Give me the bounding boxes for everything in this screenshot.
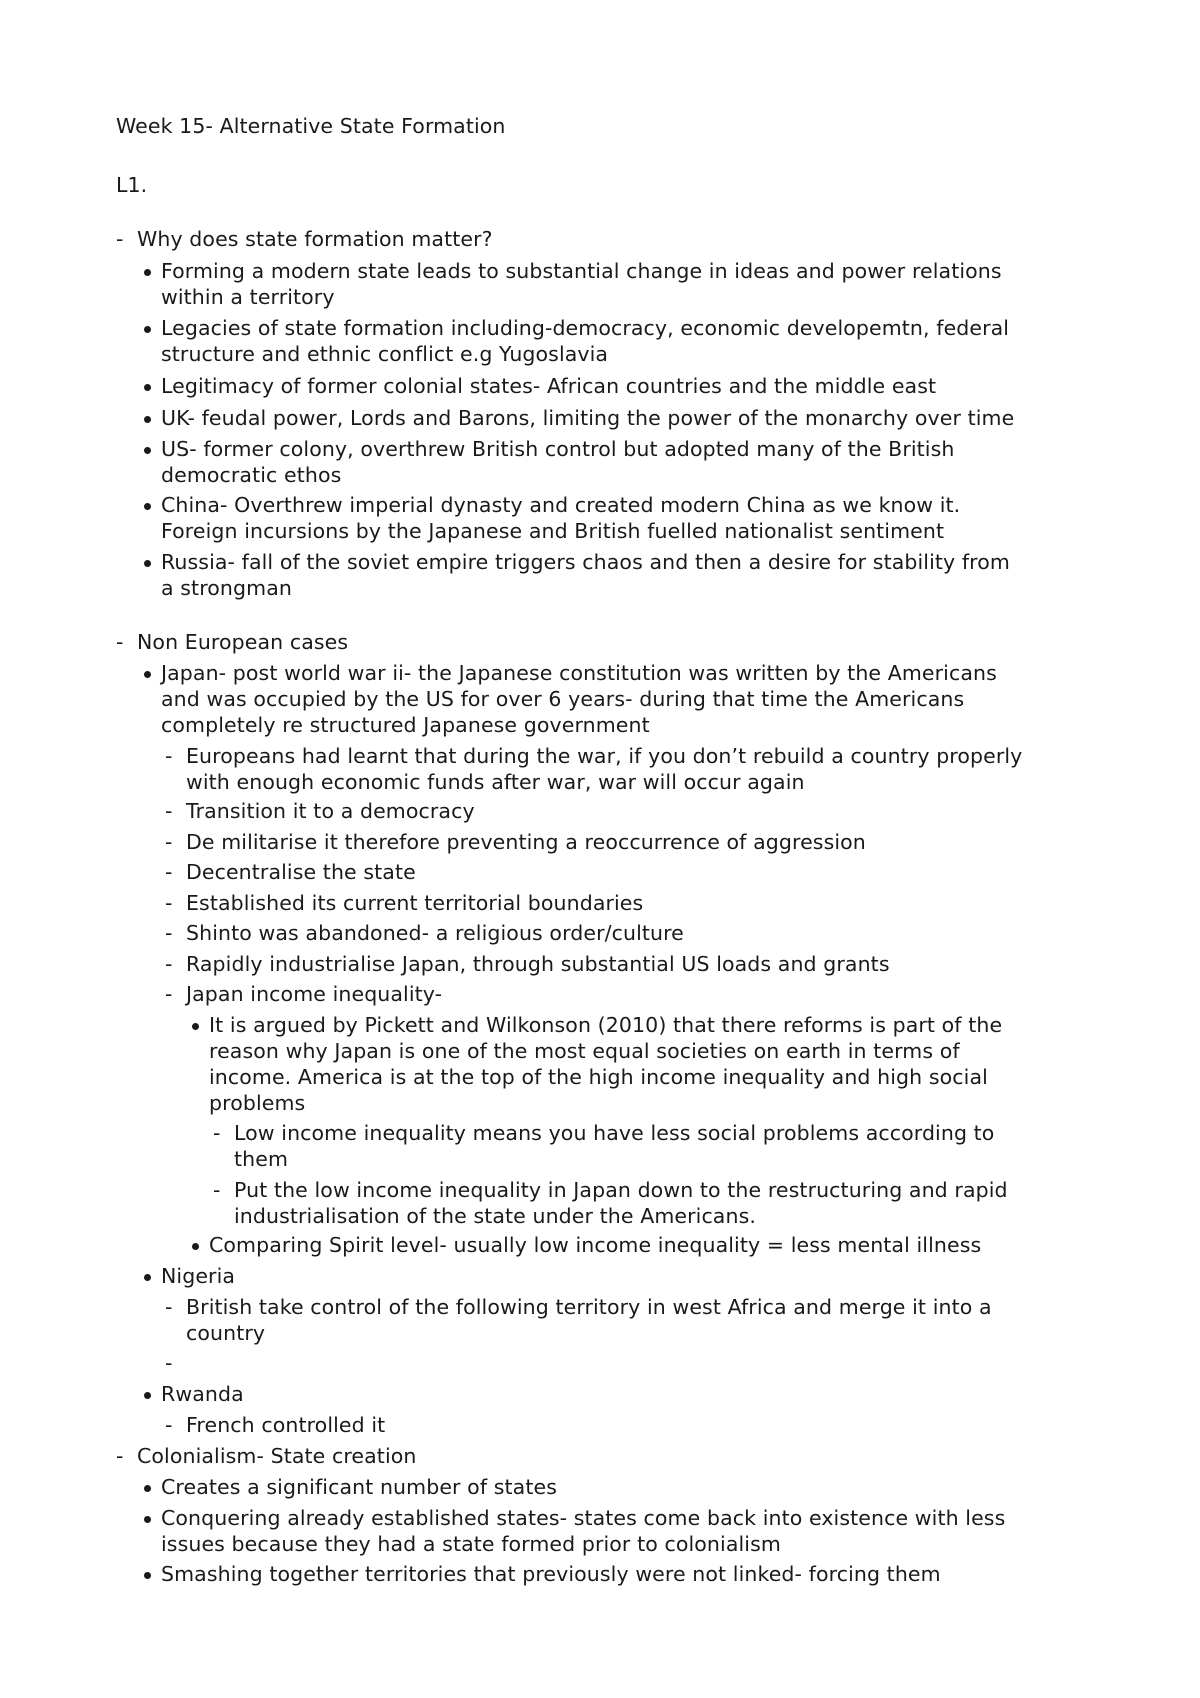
dash-marker: - xyxy=(116,630,124,654)
sub-item-text: Shinto was abandoned- a religious order/culture xyxy=(186,921,684,945)
dash-marker: - xyxy=(165,1295,173,1319)
bullet-text: Smashing together territories that previously were not linked- forcing them xyxy=(161,1562,941,1586)
dash-marker: - xyxy=(165,860,173,884)
dash-marker: - xyxy=(213,1121,221,1145)
sub-item-text: Japan income inequality- xyxy=(186,982,443,1006)
dash-marker: - xyxy=(165,952,173,976)
section-heading: Why does state formation matter? xyxy=(137,227,493,251)
sub-item-text: Established its current territorial boundaries xyxy=(186,891,644,915)
bullet-text: Nigeria xyxy=(161,1264,236,1288)
bullet-dot xyxy=(144,269,151,276)
bullet-dot xyxy=(192,1023,199,1030)
bullet-dot xyxy=(144,326,151,333)
bullet-dot xyxy=(144,1485,151,1492)
section-heading: Non European cases xyxy=(137,630,349,654)
sub-item-text: Put the low income inequality in Japan down to the restructuring and rapid xyxy=(234,1178,1008,1202)
bullet-text: Forming a modern state leads to substantial change in ideas and power relations xyxy=(161,259,1002,283)
bullet-text: income. America is at the top of the high income inequality and high social xyxy=(209,1065,988,1089)
bullet-text: Creates a significant number of states xyxy=(161,1475,557,1499)
bullet-dot xyxy=(144,1274,151,1281)
dash-marker: - xyxy=(165,1351,173,1375)
bullet-text: Japan- post world war ii- the Japanese constitution was written by the Americans xyxy=(161,661,997,685)
sub-item-text: Rapidly industrialise Japan, through substantial US loads and grants xyxy=(186,952,890,976)
bullet-text: issues because they had a state formed prior to colonialism xyxy=(161,1532,781,1556)
bullet-text: Comparing Spirit level- usually low income inequality = less mental illness xyxy=(209,1233,982,1257)
dash-marker: - xyxy=(116,227,124,251)
bullet-text: US- former colony, overthrew British control but adopted many of the British xyxy=(161,437,955,461)
sub-item-text: with enough economic funds after war, war will occur again xyxy=(186,770,805,794)
sub-item-text: industrialisation of the state under the Americans. xyxy=(234,1204,756,1228)
sub-item-text: Transition it to a democracy xyxy=(186,799,475,823)
bullet-text: democratic ethos xyxy=(161,463,342,487)
dash-marker: - xyxy=(165,799,173,823)
sub-item-text: them xyxy=(234,1147,289,1171)
bullet-text: Legitimacy of former colonial states- African countries and the middle east xyxy=(161,374,937,398)
sub-item-text: French controlled it xyxy=(186,1413,386,1437)
dash-marker: - xyxy=(165,744,173,768)
section-heading: Colonialism- State creation xyxy=(137,1444,417,1468)
bullet-text: and was occupied by the US for over 6 years- during that time the Americans xyxy=(161,687,965,711)
bullet-text: Russia- fall of the soviet empire triggers chaos and then a desire for stability from xyxy=(161,550,1010,574)
bullet-dot xyxy=(144,560,151,567)
bullet-dot xyxy=(144,384,151,391)
sub-item-text: Decentralise the state xyxy=(186,860,416,884)
bullet-text: It is argued by Pickett and Wilkonson (2010) that there reforms is part of the xyxy=(209,1013,1003,1037)
bullet-dot xyxy=(192,1243,199,1250)
bullet-text: reason why Japan is one of the most equal societies on earth in terms of xyxy=(209,1039,960,1063)
sub-item-text: British take control of the following territory in west Africa and merge it into a xyxy=(186,1295,992,1319)
dash-marker: - xyxy=(165,1413,173,1437)
dash-marker: - xyxy=(165,921,173,945)
lecture-label: L1. xyxy=(116,173,148,197)
bullet-text: Conquering already established states- states come back into existence with less xyxy=(161,1506,1006,1530)
bullet-dot xyxy=(144,447,151,454)
dash-marker: - xyxy=(213,1178,221,1202)
bullet-dot xyxy=(144,1516,151,1523)
sub-item-text: country xyxy=(186,1321,266,1345)
bullet-dot xyxy=(144,1392,151,1399)
dash-marker: - xyxy=(165,891,173,915)
bullet-text: a strongman xyxy=(161,576,292,600)
bullet-text: Rwanda xyxy=(161,1382,244,1406)
doc-title: Week 15- Alternative State Formation xyxy=(116,114,506,138)
bullet-dot xyxy=(144,1572,151,1579)
bullet-dot xyxy=(144,671,151,678)
bullet-text: China- Overthrew imperial dynasty and created modern China as we know it. xyxy=(161,493,961,517)
sub-item-text: De militarise it therefore preventing a reoccurrence of aggression xyxy=(186,830,866,854)
bullet-text: Foreign incursions by the Japanese and British fuelled nationalist sentiment xyxy=(161,519,945,543)
sub-item-text: Europeans had learnt that during the war, if you don’t rebuild a country properly xyxy=(186,744,1023,768)
bullet-text: structure and ethnic conflict e.g Yugoslavia xyxy=(161,342,609,366)
sub-item-text: Low income inequality means you have less social problems according to xyxy=(234,1121,995,1145)
bullet-dot xyxy=(144,416,151,423)
bullet-dot xyxy=(144,503,151,510)
bullet-text: within a territory xyxy=(161,285,335,309)
bullet-text: problems xyxy=(209,1091,306,1115)
dash-marker: - xyxy=(165,982,173,1006)
dash-marker: - xyxy=(165,830,173,854)
dash-marker: - xyxy=(116,1444,124,1468)
bullet-text: Legacies of state formation including-democracy, economic developemtn, federal xyxy=(161,316,1010,340)
bullet-text: UK- feudal power, Lords and Barons, limiting the power of the monarchy over time xyxy=(161,406,1015,430)
bullet-text: completely re structured Japanese government xyxy=(161,713,650,737)
